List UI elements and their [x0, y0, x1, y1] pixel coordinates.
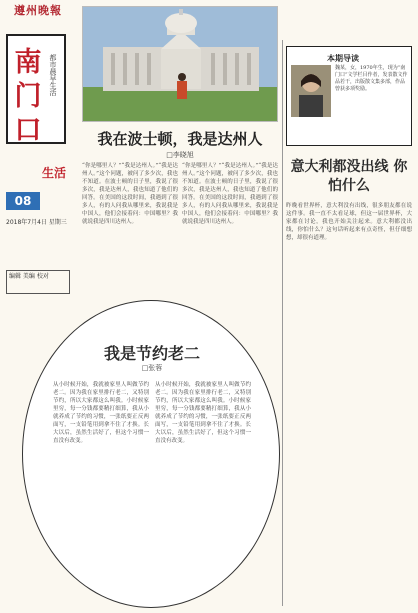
- right-article-text: 昨晚看世界杯，意大利没有出线，很多朋友都在说这件事。我一直不太看足球，但这一届世界杯，大家都在讨论，我也开始关注起来。意大利都没出线，你怕什么？这句话听起来有点奇怪，但仔细想想，却很有道理。: [286, 203, 412, 241]
- right-article-title: 意大利都没出线 你怕什么: [290, 159, 408, 194]
- masthead: 遵州晚報: [14, 4, 62, 17]
- author-bio: 魏某，女，1970年生，现为“南门口”文学栏目作者，发表散文作品若干，出版散文集多部，作品曾获多项奖励。: [335, 65, 408, 92]
- right-column-box: [286, 46, 412, 146]
- author-portrait: [291, 65, 331, 117]
- circle-article-text-col1: 从小时候开始，我就被家里人叫做节约老二。因为我在家里排行老二，又特别节约，所以大家都这么叫我。小时候家里穷，每一分钱都要精打细算，我从小就养成了节约的习惯，一张纸要正反两面写，一支铅笔用到拿不住了才换。长大以后，虽然生活好了，但这个习惯一直没有改变。: [53, 382, 149, 444]
- circle-article-author: □张蓉: [141, 364, 163, 372]
- editor-box: 编辑 美编 校对: [6, 270, 70, 294]
- top-article-title: 我在波士顿，我是达州人: [97, 130, 263, 148]
- section-vertical-label: 都市晨早生活: [49, 54, 57, 96]
- circle-article-title: 我是节约老二: [103, 344, 200, 363]
- section-title: 南门口: [14, 47, 42, 146]
- top-article-author: □李晓旭: [166, 151, 194, 159]
- column-divider: [282, 40, 283, 606]
- section-banner: [2, 20, 72, 340]
- top-article-text-col1: “你是哪里人？”“我是达州人。”“我是达州人。”这个问题，被问了多少次，我也不知道。在波士顿的日子里，我说了很多次，我是达州人，我也知道了他们的回答。在美国的这段时间，我遇到了很多人，有的人问我从哪里来，我说我是中国人，他们会接着问：中国哪里？我就说我是四川达州人。: [82, 163, 178, 225]
- section-title-box: [6, 34, 66, 144]
- issue-date: 2018年7月4日 星期三: [6, 219, 67, 226]
- circle-article: [22, 300, 280, 608]
- capitol-building-image: [83, 7, 278, 122]
- section-sub-label: 生活: [42, 166, 67, 180]
- portrait-image: [291, 65, 331, 117]
- circle-article-text-col2: 从小时候开始，我就被家里人叫做节约老二。因为我在家里排行老二，又特别节约，所以大家都这么叫我。小时候家里穷，每一分钱都要精打细算，我从小就养成了节约的习惯，一张纸要正反两面写，一支铅笔用到拿不住了才换。长大以后，虽然生活好了，但这个习惯一直没有改变。: [155, 382, 251, 444]
- top-article-text-col2: “你是哪里人？”“我是达州人。”“我是达州人。”这个问题，被问了多少次，我也不知道。在波士顿的日子里，我说了很多次，我是达州人，我也知道了他们的回答。在美国的这段时间，我遇到了很多人，有的人问我从哪里来，我说我是中国人，他们会接着问：中国哪里？我就说我是四川达州人。: [182, 163, 278, 225]
- page-number: 08: [6, 192, 40, 210]
- right-box-title: 本期导读: [327, 53, 359, 63]
- top-article-photo: [82, 6, 278, 122]
